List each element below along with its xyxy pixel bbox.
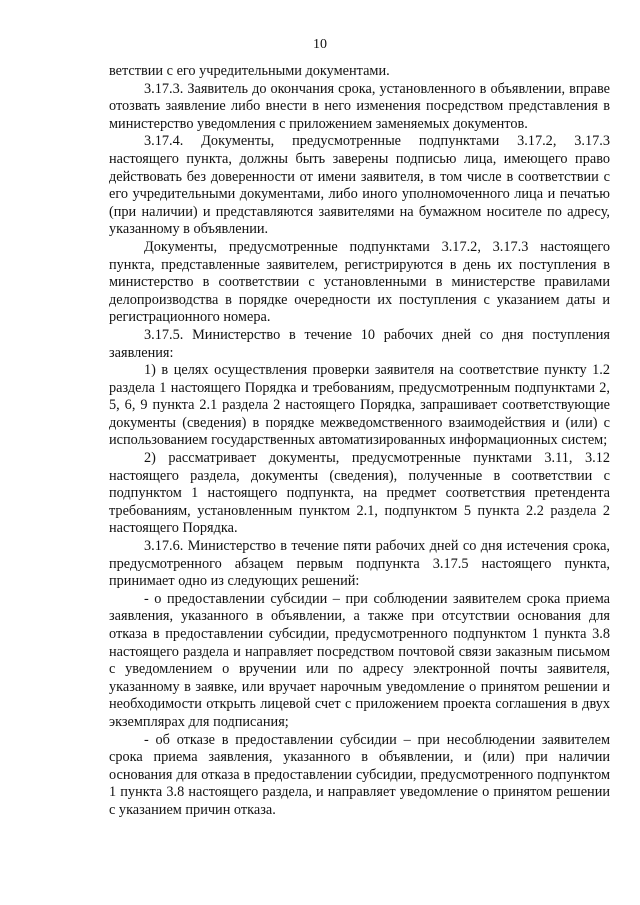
paragraph-item-1: 1) в целях осуществления проверки заявителя на соответствие пункту 1.2 раздела 1 настоящего Порядка и требованиям, предусмотренным подпунктами 2, 5, 6, 9 пункта 2.1 раздела 2 настоящего Порядка, запрашивает соответствующие документы (сведения) в порядке межведомственного взаимодействия и (или) с использованием государственных автоматизированных информационных систем;	[109, 362, 610, 449]
paragraph-continuation: ветствии с его учредительными документами.	[109, 63, 390, 79]
paragraph-grant-decision: - о предоставлении субсидии – при соблюдении заявителем срока приема заявления, указанного в объявлении, а также при отсутствии основания для отказа в предоставлении субсидии, предусмотренного подпунктом 1 пункта 3.8 настоящего раздела и направляет посредством почтовой связи заказным письмом с уведомлением о вручении или по адресу электронной почты заявителя, указанному в заявке, или вручает нарочным уведомление о принятом решении и необходимости открыть лицевой счет с приложением проекта соглашения в двух экземплярах для подписания;	[109, 590, 610, 730]
document-body	[109, 63, 610, 820]
paragraph-registration: Документы, предусмотренные подпунктами 3.17.2, 3.17.3 настоящего пункта, представленные заявителем, регистрируются в день их поступления в министерство в соответствии с установленными в министерстве правилами делопроизводства в порядке очередности их поступления с указанием даты и регистрационного номера.	[109, 238, 610, 326]
paragraph-3-17-3: 3.17.3. Заявитель до окончания срока, установленного в объявлении, вправе отозвать заявление либо внести в него изменения посредством представления в министерство уведомления с приложением заменяемых документов.	[109, 80, 610, 132]
paragraph-3-17-5: 3.17.5. Министерство в течение 10 рабочих дней со дня поступления заявления:	[109, 326, 610, 361]
paragraph-refusal-decision: - об отказе в предоставлении субсидии – при несоблюдении заявителем срока приема заявления, указанного в объявлении, и (или) при наличии основания для отказа в предоставлении субсидии, предусмотренного подпунктом 1 пункта 3.8 настоящего раздела, и направляет уведомление о принятом решении с указанием причин отказа.	[109, 731, 610, 818]
page-number: 10	[313, 37, 327, 52]
paragraph-3-17-4: 3.17.4. Документы, предусмотренные подпунктами 3.17.2, 3.17.3 настоящего пункта, должны быть заверены подписью лица, имеющего право действовать без доверенности от имени заявителя, в том числе в соответствии с его учредительными документами, либо иного уполномоченного лица и печатью (при наличии) и представляются заявителями на бумажном носителе по адресу, указанному в объявлении.	[109, 133, 610, 238]
paragraph-item-2: 2) рассматривает документы, предусмотренные пунктами 3.11, 3.12 настоящего раздела, документы (сведения), полученные в соответствии с подпунктом 1 настоящего подпункта, на предмет соответствия претендента требованиям, установленным пунктом 2.1, подпунктом 5 пункта 2.2 раздела 2 настоящего Порядка.	[109, 450, 610, 537]
paragraph-3-17-6: 3.17.6. Министерство в течение пяти рабочих дней со дня истечения срока, предусмотренного абзацем первым подпункта 3.17.5 настоящего пункта, принимает одно из следующих решений:	[109, 538, 610, 590]
